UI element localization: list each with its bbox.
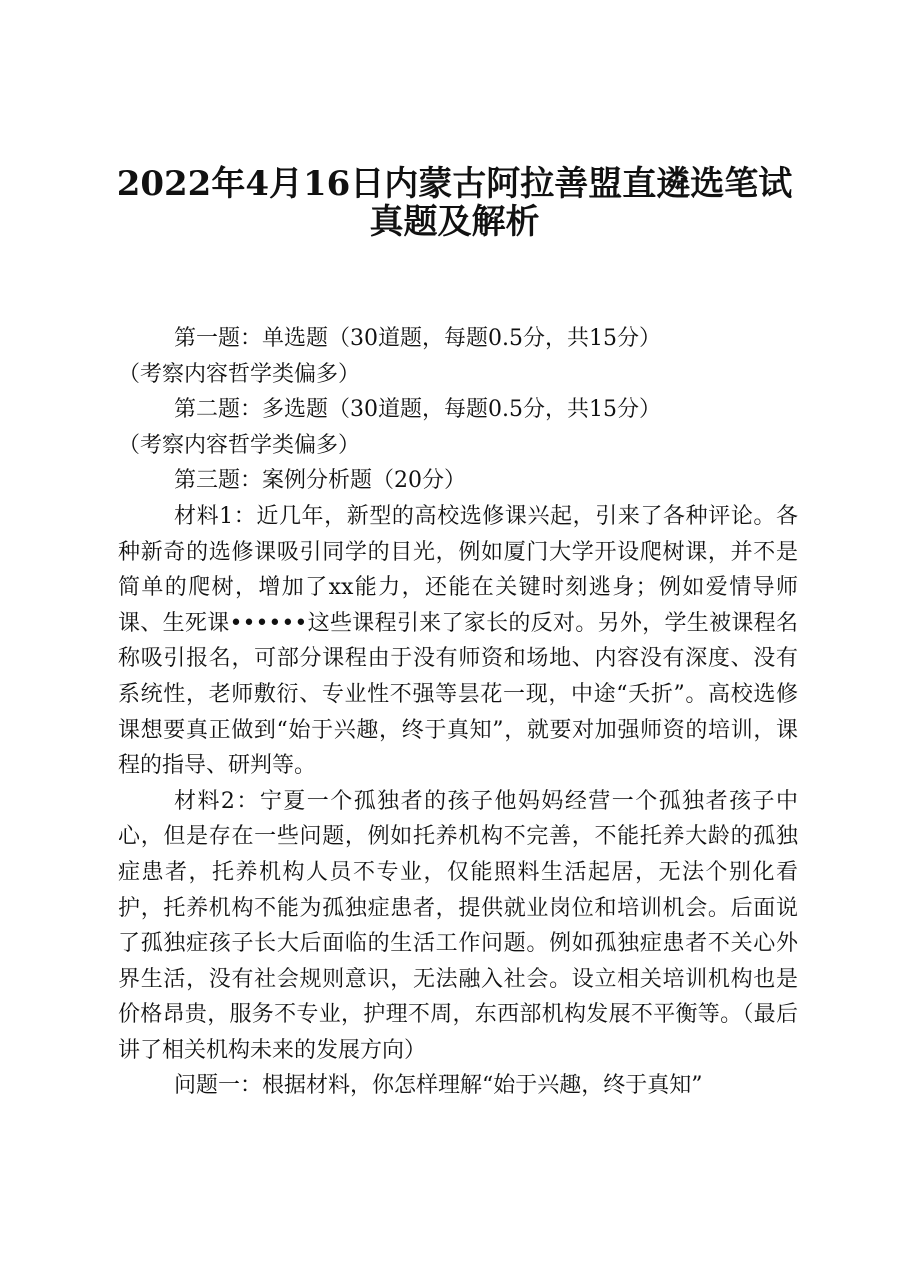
document-title-line-2: 真题及解析 bbox=[369, 202, 540, 242]
question-2-note: （考察内容哲学类偏多） bbox=[118, 432, 361, 458]
material-1-paragraph: 材料1：近几年，新型的高校选修课兴起，引来了各种评论。各种新奇的选修课吸引同学的目光，例如厦门大学开设爬树课，并不是简单的爬树，增加了xx能力，还能在关键时刻逃身；例如爱情导师课、生死课••••••这些课程引来了家长的反对。另外，学生被课程名称吸引报名，可部分课程由于没有师资和场地、内容没有深度、没有系统性，老师敷衍、专业性不强等昙花一现，中途“夭折”。高校选修课想要真正做到“始于兴趣，终于真知”，就要对加强师资的培训，课程的指导、研判等。 bbox=[118, 503, 798, 779]
question-1-note: （考察内容哲学类偏多） bbox=[118, 361, 361, 387]
document-body bbox=[118, 321, 798, 1104]
document-title-line-1: 2022年4月16日内蒙古阿拉善盟直遴选笔试 bbox=[116, 164, 793, 204]
question-one-paragraph: 问题一：根据材料，你怎样理解“始于兴趣，终于真知” bbox=[174, 1073, 703, 1099]
question-3-heading: 第三题：案例分析题（20分） bbox=[174, 468, 466, 494]
material-2-paragraph: 材料2：宁夏一个孤独者的孩子他妈妈经营一个孤独者孩子中心，但是存在一些问题，例如托养机构不完善，不能托养大龄的孤独症患者，托养机构人员不专业，仅能照料生活起居，无法个别化看护，托养机构不能为孤独症患者，提供就业岗位和培训机会。后面说了孤独症孩子长大后面临的生活工作问题。例如孤独症患者不关心外界生活，没有社会规则意识，无法融入社会。设立相关培训机构也是价格昂贵，服务不专业，护理不周，东西部机构发展不平衡等。（最后讲了相关机构未来的发展方向） bbox=[118, 788, 798, 1063]
question-1-heading: 第一题：单选题（30道题，每题0.5分，共15分） bbox=[174, 326, 661, 351]
question-2-heading: 第二题：多选题（30道题，每题0.5分，共15分） bbox=[174, 397, 661, 423]
